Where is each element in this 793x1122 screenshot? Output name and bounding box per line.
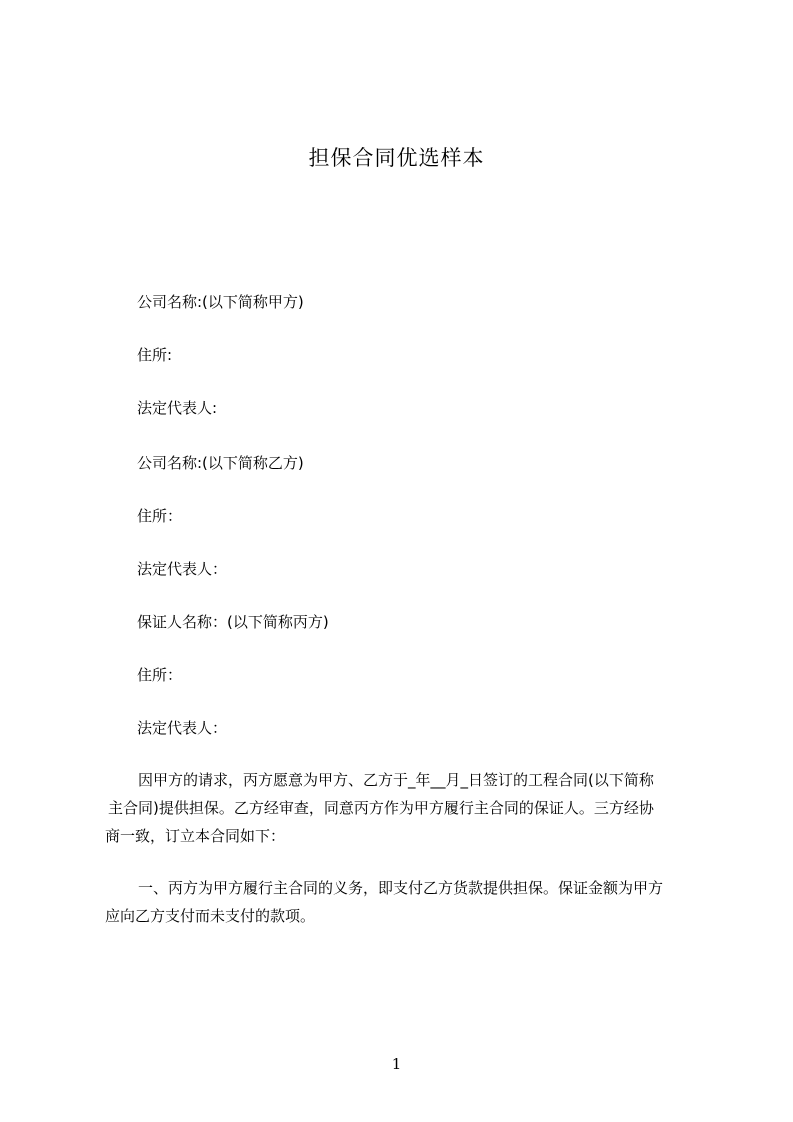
party-a-company-name: 公司名称:(以下简称甲方) xyxy=(137,293,304,311)
intro-paragraph-line-1: 因甲方的请求，丙方愿意为甲方、乙方于_年__月_日签订的工程合同(以下简称 xyxy=(138,771,654,789)
page-number: 1 xyxy=(391,1055,402,1073)
guarantor-legal-representative: 法定代表人： xyxy=(137,719,228,737)
clause-one-line-2: 应向乙方支付而未支付的款项。 xyxy=(105,907,316,925)
clause-one-paragraph xyxy=(105,874,717,930)
party-b-address: 住所： xyxy=(137,507,183,525)
party-a-legal-representative: 法定代表人: xyxy=(137,399,218,417)
document-title: 担保合同优选样本 xyxy=(308,146,485,170)
party-a-address: 住所: xyxy=(137,346,173,364)
intro-paragraph-line-2: 主合同)提供担保。乙方经审查，同意丙方作为甲方履行主合同的保证人。三方经协 xyxy=(108,799,654,817)
party-b-legal-representative: 法定代表人： xyxy=(137,560,228,578)
party-b-company-name: 公司名称:(以下简称乙方) xyxy=(137,454,304,472)
intro-paragraph xyxy=(105,766,717,850)
intro-paragraph-line-3: 商一致，订立本合同如下： xyxy=(105,827,286,845)
guarantor-address: 住所： xyxy=(137,666,183,684)
clause-one-line-1: 一、丙方为甲方履行主合同的义务，即支付乙方货款提供担保。保证金额为甲方 xyxy=(138,879,664,897)
guarantor-name: 保证人名称：(以下简称丙方) xyxy=(137,613,329,631)
